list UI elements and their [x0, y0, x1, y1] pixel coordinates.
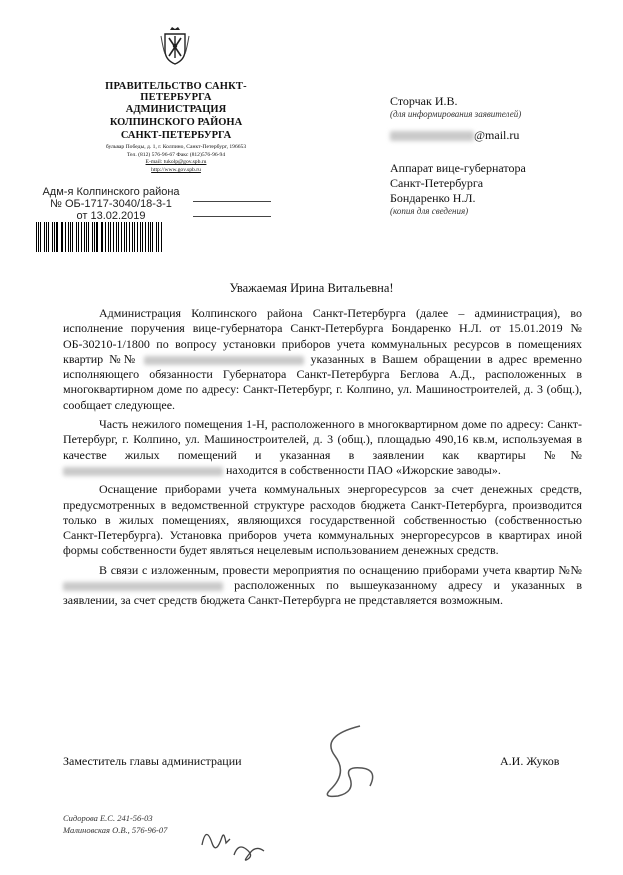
- date-line: [193, 216, 271, 217]
- barcode-bar: [96, 222, 97, 252]
- government-heading: ПРАВИТЕЛЬСТВО САНКТ-ПЕТЕРБУРГА: [105, 81, 247, 103]
- barcode-bar: [116, 222, 117, 252]
- barcode-bar: [56, 222, 57, 252]
- contact-block: [70, 144, 282, 174]
- salutation: Уважаемая Ирина Витальевна!: [229, 281, 394, 295]
- barcode-bar: [134, 222, 135, 252]
- barcode-bar: [72, 222, 73, 252]
- paragraph: [63, 417, 582, 478]
- barcode-bar: [148, 222, 149, 252]
- redacted-apartments: [63, 582, 223, 591]
- stamp-line: Адм-я Колпинского района: [42, 186, 180, 198]
- admin-line: АДМИНИСТРАЦИЯ: [125, 104, 227, 115]
- administration-heading: [70, 103, 282, 142]
- handwritten-signature: [300, 718, 390, 808]
- website-link[interactable]: http://www.gov.spb.ru: [151, 166, 201, 173]
- copy-note: (копия для сведения): [390, 206, 469, 216]
- office-line: Санкт-Петербурга: [390, 176, 484, 190]
- postal-address: бульвар Победы, д. 1, г. Колпино, Санкт-Петербург, 196653: [105, 144, 247, 150]
- registration-stamp: [36, 186, 186, 222]
- signatory-position: Заместитель главы администрации: [63, 754, 242, 768]
- barcode-bar: [48, 222, 49, 252]
- phone-fax: Тел. (812) 576-96-67 Факс (812)576-96-94: [126, 151, 226, 158]
- stamp-line: от 13.02.2019: [76, 210, 146, 222]
- coat-of-arms-icon: [160, 26, 190, 66]
- redacted-apartments: [63, 467, 223, 476]
- signatory-name: А.И. Жуков: [500, 754, 560, 768]
- email-domain: @mail.ru: [474, 128, 520, 142]
- paragraph-text: находится в собственности ПАО «Ижорские заводы».: [226, 462, 501, 477]
- barcode-bar: [124, 222, 125, 252]
- paragraph-text: Часть нежилого помещения 1-Н, расположенного в многоквартирном доме по адресу: Санкт-Петербург, г. Колпино, ул. Машиностроителей, д. 3 (общ.), площадью 490,16 кв.м, используемая в качестве жилых помещений и указанная в заявлении как квартиры №№: [63, 417, 582, 462]
- barcode: [36, 222, 164, 252]
- barcode-bar: [126, 222, 127, 252]
- barcode-bar: [36, 222, 37, 252]
- paragraph-text: Администрация Колпинского района Санкт-Петербурга (далее – администрация), во исполнение поручения вице-губернатора Санкт-Петербурга Бондаренко Н.Л. от 15.01.2019 № ОБ-30210-1/1800 по вопросу установки приборов учета коммунальных ресурсов в помещениях квартир №№: [63, 306, 582, 366]
- paragraph-text: указанных в Вашем обращении в адрес временно исполняющего обязанности Губернатора Санкт-Петербурга Беглова А.Д., расположенных в многоквартирном доме по адресу: Санкт-Петербург, г. Колпино, ул. Машиностроителей, д. 3 (общ.), сообщает следующее.: [63, 351, 583, 412]
- barcode-bar: [76, 222, 77, 252]
- barcode-bar: [84, 222, 85, 252]
- recipient-block: [390, 94, 605, 217]
- initials-visa: [198, 815, 278, 865]
- executors-block: [63, 812, 167, 836]
- letter-body: [63, 306, 582, 609]
- barcode-bar: [110, 222, 111, 252]
- paragraph-text: расположенных по вышеуказанному адресу и указанных в заявлении, за счет средств бюджета Санкт-Петербурга не представляется возможным.: [63, 578, 582, 608]
- paragraph: Оснащение приборами учета коммунальных энергоресурсов за счет денежных средств, предусмотренных в ведомственной структуре расходов бюджета Санкт-Петербурга, производится только в жилых помещениях, являющихся государственной собственностью (собственностью Санкт-Петербурга). Установка приборов учета коммунальных энергоресурсов в квартирах иной формы собственности будет являться нецелевым использованием денежных средств.: [63, 482, 582, 558]
- redacted-apartments: [144, 356, 304, 365]
- recipient-note: (для информирования заявителей): [390, 109, 522, 119]
- barcode-bar: [44, 222, 45, 252]
- barcode-bar: [152, 222, 153, 252]
- barcode-bar: [156, 222, 157, 252]
- redacted-email: [390, 131, 474, 141]
- office-line: Бондаренко Н.Л.: [390, 191, 476, 205]
- paragraph: [63, 563, 582, 609]
- barcode-bar: [105, 222, 106, 252]
- email-line[interactable]: E-mail: tukolp@gov.spb.ru: [145, 159, 207, 166]
- office-line: Аппарат вице-губернатора: [390, 161, 526, 175]
- barcode-bar: [65, 222, 66, 252]
- barcode-bar: [92, 222, 93, 252]
- recipient-name: Сторчак И.В.: [390, 94, 458, 108]
- paragraph-text: В связи с изложенным, провести мероприятия по оснащению приборами учета квартир №№: [99, 562, 582, 577]
- barcode-bar: [52, 222, 53, 252]
- admin-line: САНКТ-ПЕТЕРБУРГА: [120, 130, 232, 141]
- executor-line: Малиновская О.В., 576-96-07: [63, 825, 168, 835]
- number-line: [193, 201, 271, 202]
- paragraph: [63, 306, 582, 413]
- barcode-bar: [88, 222, 89, 252]
- barcode-bar: [140, 222, 141, 252]
- admin-line: КОЛПИНСКОГО РАЙОНА: [109, 117, 243, 128]
- recipient-email: [390, 128, 605, 143]
- executor-line: Сидорова Е.С. 241-56-03: [63, 813, 153, 823]
- stamp-line: № ОБ-1717-3040/18-3-1: [50, 198, 172, 210]
